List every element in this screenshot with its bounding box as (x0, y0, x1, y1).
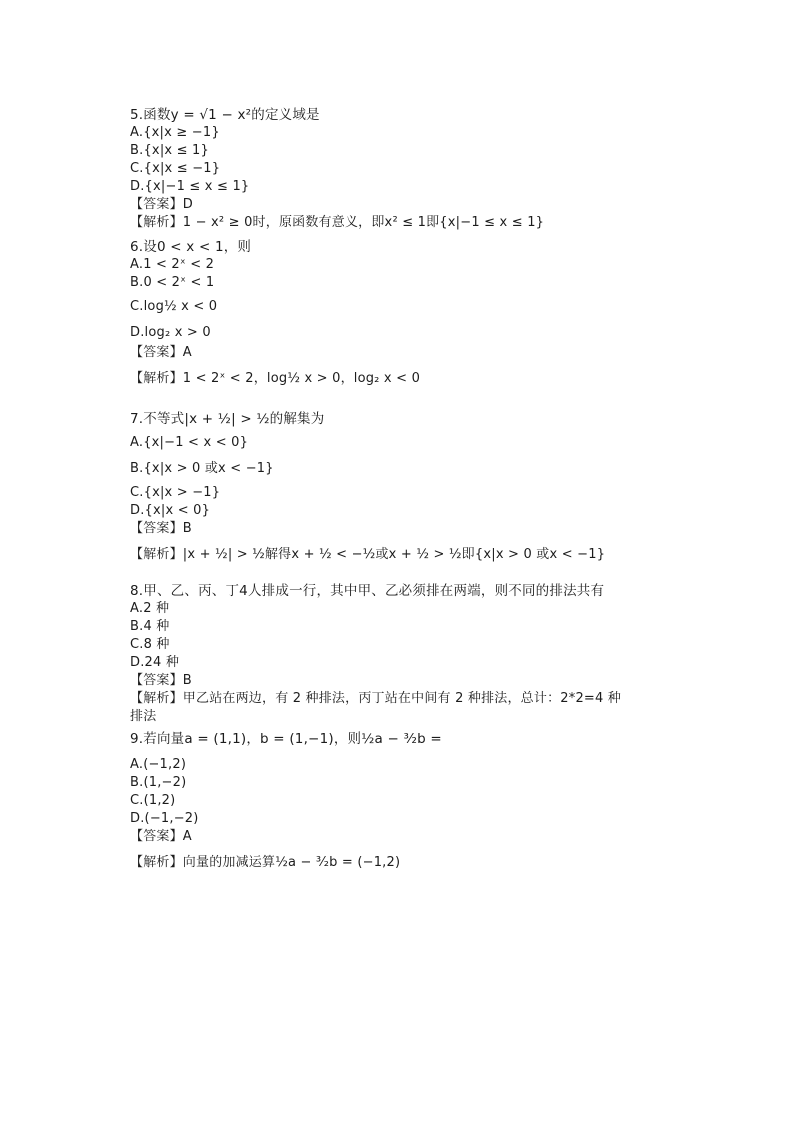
option-c: C.8 种 (130, 637, 170, 652)
analysis: 【解析】甲乙站在两边，有 2 种排法，丙丁站在中间有 2 种排法，总计：2*2=4 种排法 (130, 691, 622, 724)
question-6 (130, 238, 650, 390)
option-a: A.2 种 (130, 601, 170, 616)
option-b: B.(1,−2) (130, 775, 187, 790)
answer: 【答案】B (130, 521, 192, 536)
answer: 【答案】A (130, 345, 192, 360)
option-c: C.{x|x > −1} (130, 485, 221, 500)
option-d: D.24 种 (130, 655, 180, 670)
option-b: B.0 < 2ˣ < 1 (130, 275, 215, 290)
option-c: C.(1,2) (130, 793, 176, 808)
analysis: 【解析】|x + ½| > ½解得x + ½ < −½或x + ½ > ½即{x|x > 0 或x < −1} (130, 547, 606, 562)
question-5 (130, 106, 650, 232)
question-7 (130, 408, 650, 566)
answer: 【答案】B (130, 673, 192, 688)
option-b: B.{x|x > 0 或x < −1} (130, 461, 274, 476)
question-stem: 5.函数y = √1 − x²的定义域是 (130, 107, 320, 123)
option-d: D.{x|x < 0} (130, 503, 211, 518)
option-d: D.(−1,−2) (130, 811, 199, 826)
document-page (130, 98, 650, 888)
analysis: 【解析】向量的加减运算½a − ³⁄₂b = (−1,2) (130, 855, 401, 870)
option-b: B.{x|x ≤ 1} (130, 143, 209, 158)
answer: 【答案】D (130, 197, 194, 212)
question-stem: 7.不等式|x + ½| > ½的解集为 (130, 411, 325, 427)
option-a: A.{x|−1 < x < 0} (130, 435, 249, 450)
analysis: 【解析】1 < 2ˣ < 2，log½ x > 0，log₂ x < 0 (130, 371, 421, 386)
analysis: 【解析】1 − x² ≥ 0时，原函数有意义，即x² ≤ 1即{x|−1 ≤ x ≤ 1} (130, 215, 545, 230)
option-d: D.{x|−1 ≤ x ≤ 1} (130, 179, 250, 194)
option-c: C.log½ x < 0 (130, 299, 218, 314)
answer: 【答案】A (130, 829, 192, 844)
option-c: C.{x|x ≤ −1} (130, 161, 221, 176)
option-a: A.{x|x ≥ −1} (130, 125, 220, 140)
question-9 (130, 728, 650, 874)
option-b: B.4 种 (130, 619, 170, 634)
question-stem: 9.若向量a = (1,1)，b = (1,−1)，则½a − ³⁄₂b = (130, 731, 442, 747)
option-d: D.log₂ x > 0 (130, 325, 211, 340)
question-8 (130, 582, 650, 726)
question-stem: 6.设0 < x < 1，则 (130, 239, 252, 255)
option-a: A.(−1,2) (130, 757, 187, 772)
option-a: A.1 < 2ˣ < 2 (130, 257, 215, 272)
question-stem: 8.甲、乙、丙、丁4人排成一行，其中甲、乙必须排在两端，则不同的排法共有 (130, 583, 605, 599)
